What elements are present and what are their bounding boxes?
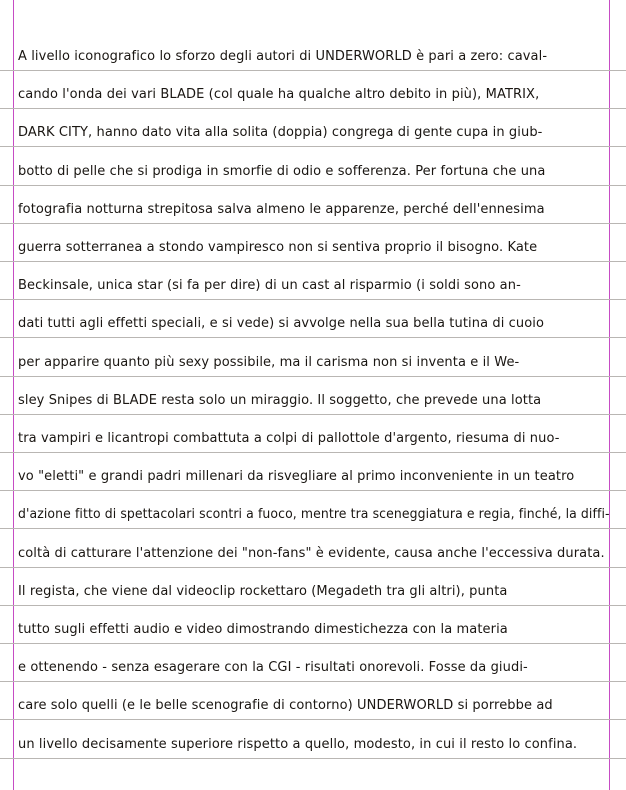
text-line: coltà di catturare l'attenzione dei "non-fans" è evidente, causa anche l'eccessiva durata. [18, 546, 605, 561]
text-line: d'azione fitto di spettacolari scontri a fuoco, mentre tra sceneggiatura e regia, finché, la diffi- [18, 507, 610, 522]
text-line: dati tutti agli effetti speciali, e si vede) si avvolge nella sua bella tutina di cuoio [18, 316, 545, 331]
text-line: tutto sugli effetti audio e video dimostrando dimestichezza con la materia [18, 622, 508, 637]
text-line: A livello iconografico lo sforzo degli autori di UNDERWORLD è pari a zero: caval- [18, 49, 548, 64]
text-line: sley Snipes di BLADE resta solo un miraggio. Il soggetto, che prevede una lotta [18, 393, 542, 408]
text-line: un livello decisamente superiore rispetto a quello, modesto, in cui il resto lo confina. [18, 737, 578, 752]
text-line: vo "eletti" e grandi padri millenari da risvegliare al primo inconveniente in un teatro [18, 469, 575, 484]
text-line: cando l'onda dei vari BLADE (col quale ha qualche altro debito in più), MATRIX, [18, 87, 540, 102]
text-line: per apparire quanto più sexy possibile, ma il carisma non si inventa e il We- [18, 355, 520, 370]
text-line: guerra sotterranea a stondo vampiresco non si sentiva proprio il bisogno. Kate [18, 240, 538, 255]
text-line: Beckinsale, unica star (si fa per dire) di un cast al risparmio (i soldi sono an- [18, 278, 521, 293]
text-line: botto di pelle che si prodiga in smorfie di odio e sofferenza. Per fortuna che una [18, 164, 546, 179]
text-line: fotografia notturna strepitosa salva almeno le apparenze, perché dell'ennesima [18, 202, 545, 217]
text-line: e ottenendo - senza esagerare con la CGI - risultati onorevoli. Fosse da giudi- [18, 660, 528, 675]
text-line: care solo quelli (e le belle scenografie di contorno) UNDERWORLD si porrebbe ad [18, 698, 553, 713]
text-line: Il regista, che viene dal videoclip rockettaro (Megadeth tra gli altri), punta [18, 584, 508, 599]
left-margin-line [13, 0, 14, 790]
text-line: DARK CITY, hanno dato vita alla solita (doppia) congrega di gente cupa in giub- [18, 125, 543, 140]
text-line: tra vampiri e licantropi combattuta a colpi di pallottole d'argento, riesuma di nuo- [18, 431, 560, 446]
